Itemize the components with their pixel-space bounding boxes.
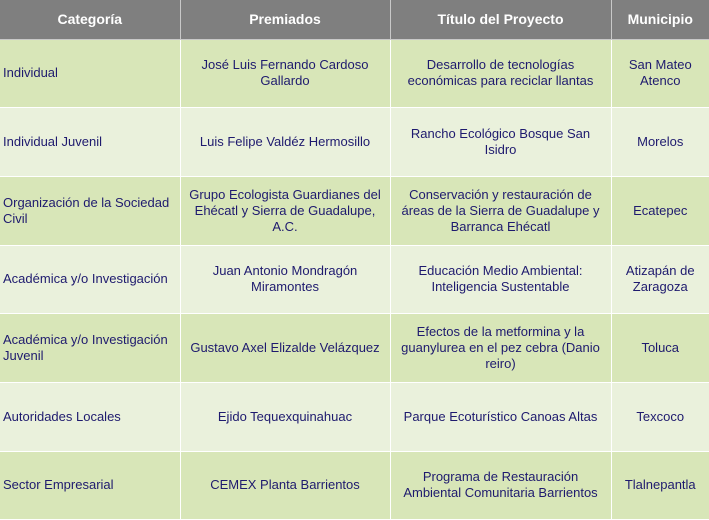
header-titulo: Título del Proyecto	[390, 0, 611, 39]
cell-municipio: Texcoco	[611, 382, 709, 451]
cell-categoria: Académica y/o Investigación	[0, 245, 180, 314]
header-row	[0, 0, 709, 39]
cell-premiados: Gustavo Axel Elizalde Velázquez	[180, 314, 390, 383]
cell-titulo: Parque Ecoturístico Canoas Altas	[390, 382, 611, 451]
cell-municipio: Ecatepec	[611, 176, 709, 245]
table-row	[0, 245, 709, 314]
cell-premiados: Juan Antonio Mondragón Miramontes	[180, 245, 390, 314]
cell-categoria: Académica y/o Investigación Juvenil	[0, 314, 180, 383]
cell-titulo: Educación Medio Ambiental: Inteligencia Sustentable	[390, 245, 611, 314]
table-row	[0, 451, 709, 520]
cell-categoria: Individual	[0, 39, 180, 108]
cell-municipio: Morelos	[611, 108, 709, 177]
cell-municipio: Tlalnepantla	[611, 451, 709, 520]
table-body	[0, 39, 709, 520]
cell-municipio: Toluca	[611, 314, 709, 383]
cell-municipio: San Mateo Atenco	[611, 39, 709, 108]
cell-categoria: Sector Empresarial	[0, 451, 180, 520]
cell-titulo: Conservación y restauración de áreas de la Sierra de Guadalupe y Barranca Ehécatl	[390, 176, 611, 245]
header-municipio: Municipio	[611, 0, 709, 39]
cell-premiados: José Luis Fernando Cardoso Gallardo	[180, 39, 390, 108]
table-row	[0, 39, 709, 108]
table-row	[0, 176, 709, 245]
table-row	[0, 108, 709, 177]
cell-municipio: Atizapán de Zaragoza	[611, 245, 709, 314]
table-row	[0, 314, 709, 383]
table-header	[0, 0, 709, 39]
cell-categoria: Individual Juvenil	[0, 108, 180, 177]
cell-premiados: Ejido Tequexquinahuac	[180, 382, 390, 451]
cell-titulo: Programa de Restauración Ambiental Comunitaria Barrientos	[390, 451, 611, 520]
header-premiados: Premiados	[180, 0, 390, 39]
cell-categoria: Organización de la Sociedad Civil	[0, 176, 180, 245]
header-categoria: Categoría	[0, 0, 180, 39]
cell-titulo: Rancho Ecológico Bosque San Isidro	[390, 108, 611, 177]
cell-titulo: Efectos de la metformina y la guanylurea en el pez cebra (Danio reiro)	[390, 314, 611, 383]
cell-titulo: Desarrollo de tecnologías económicas para reciclar llantas	[390, 39, 611, 108]
cell-premiados: Grupo Ecologista Guardianes del Ehécatl y Sierra de Guadalupe, A.C.	[180, 176, 390, 245]
cell-premiados: CEMEX Planta Barrientos	[180, 451, 390, 520]
table-row	[0, 382, 709, 451]
cell-categoria: Autoridades Locales	[0, 382, 180, 451]
cell-premiados: Luis Felipe Valdéz Hermosillo	[180, 108, 390, 177]
